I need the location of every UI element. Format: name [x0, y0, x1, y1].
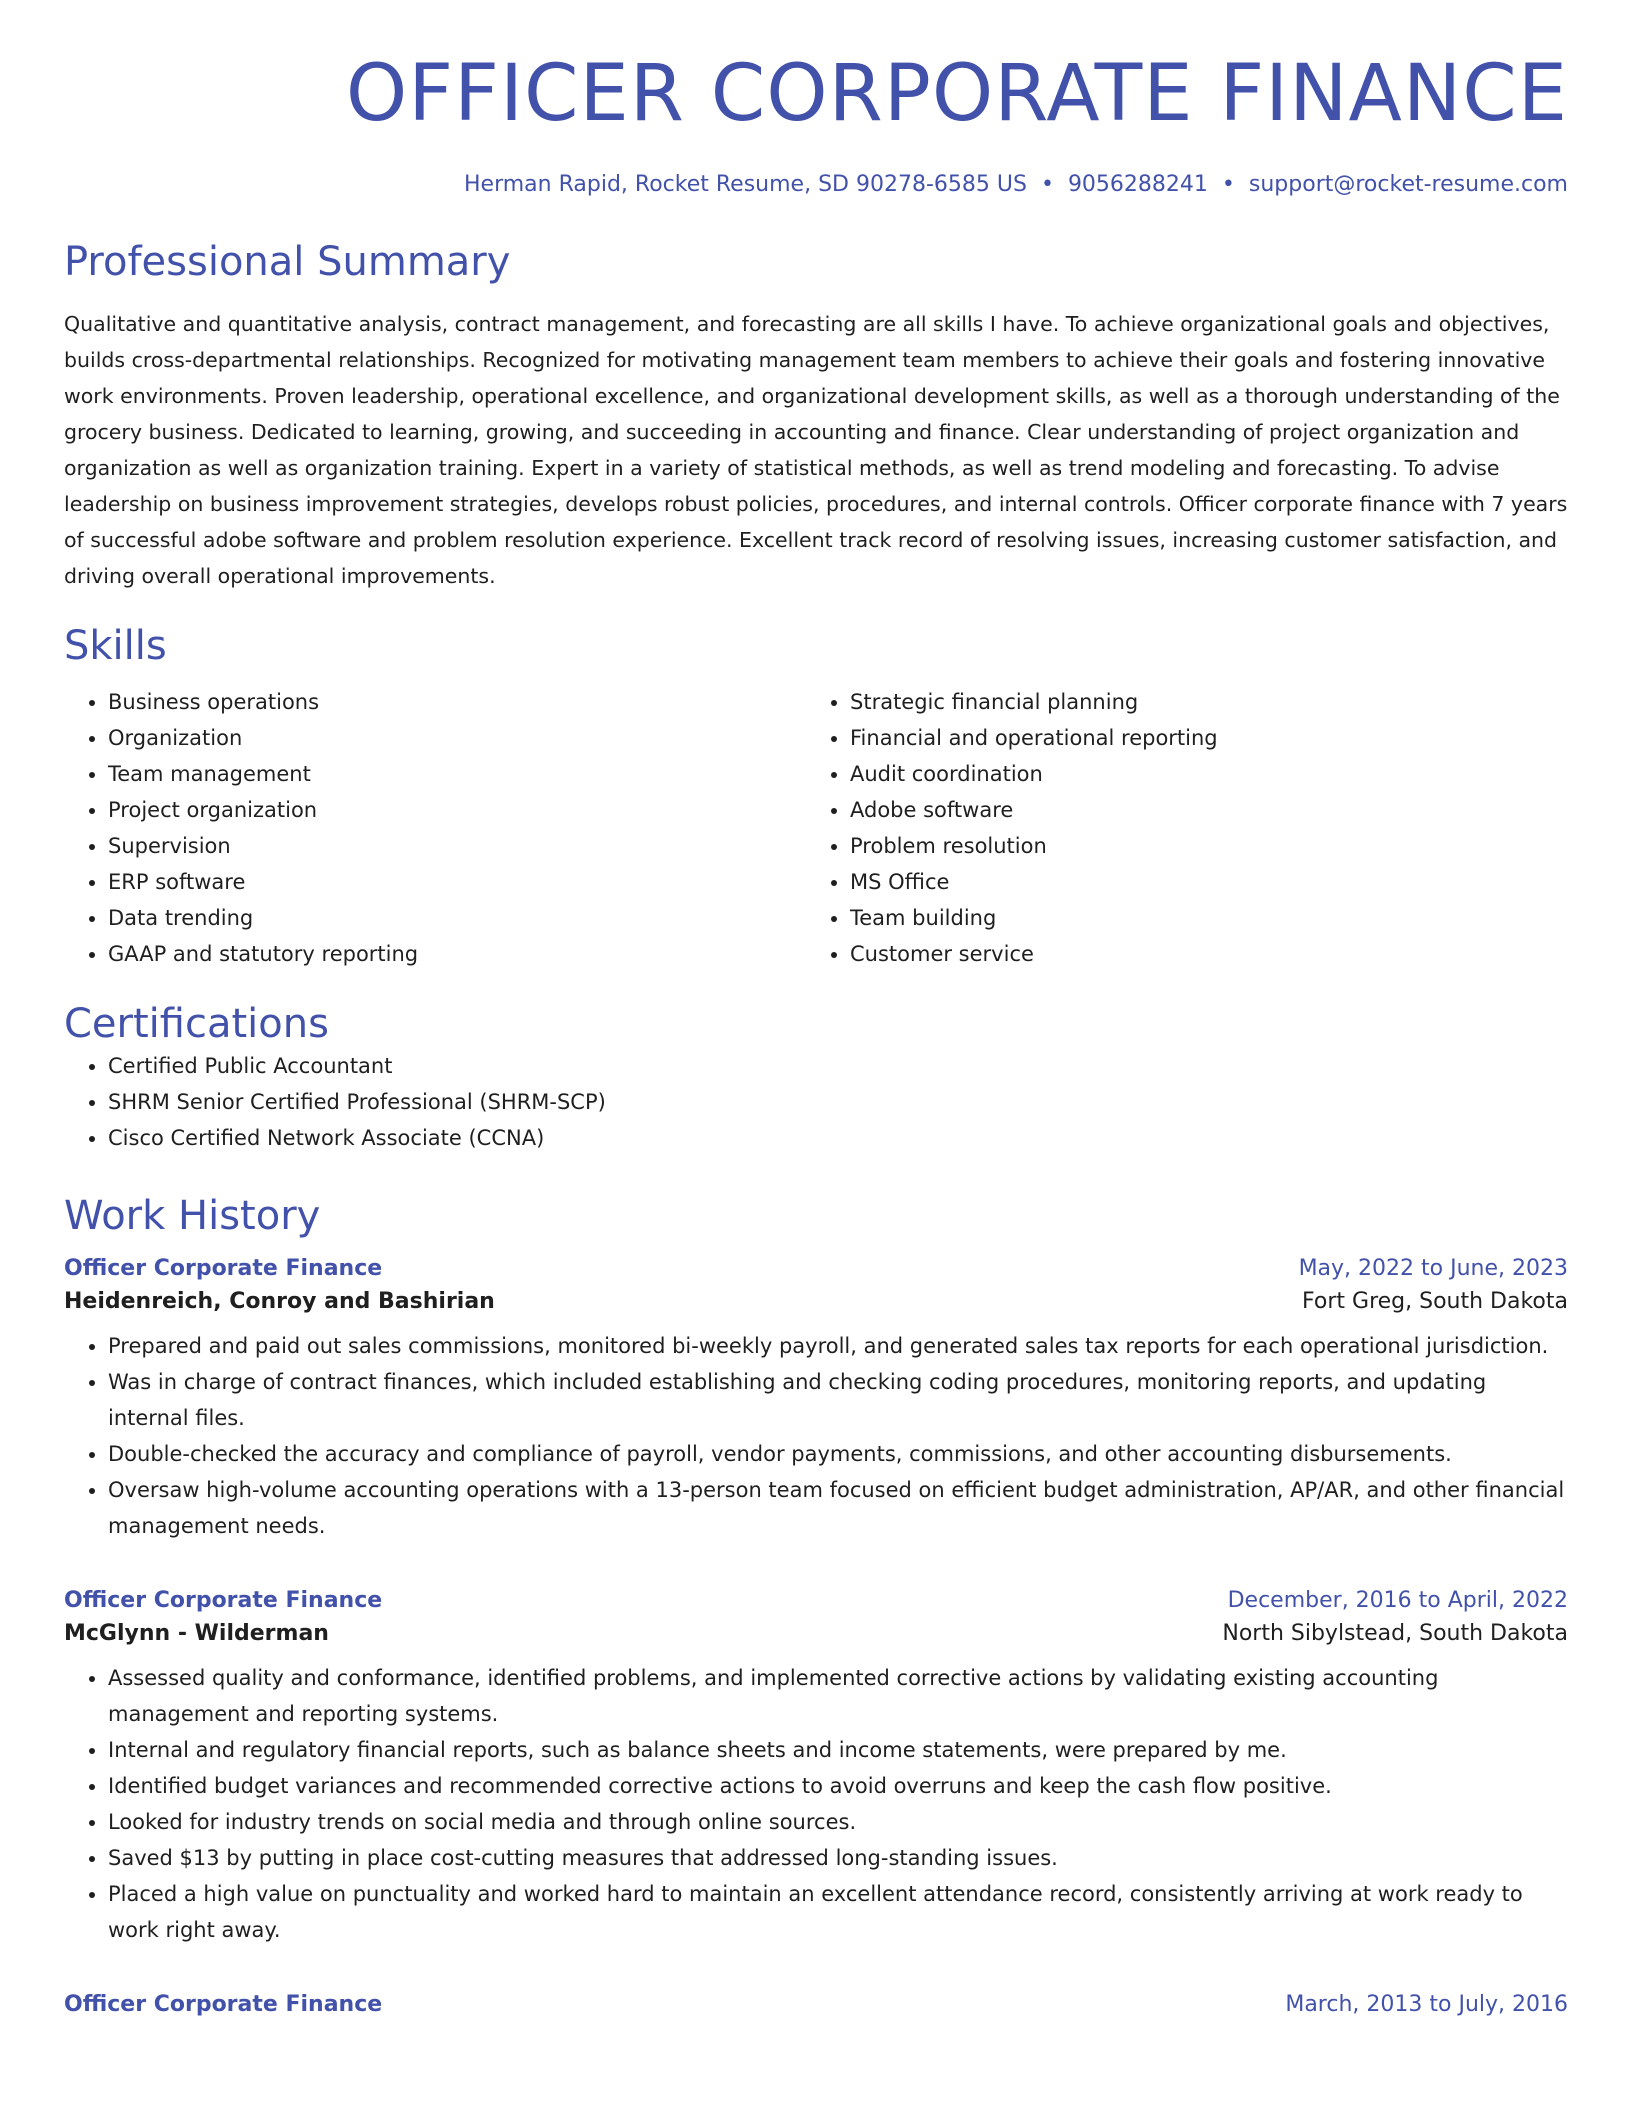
contact-separator: • [1221, 171, 1235, 197]
skill-item: • Organization [108, 720, 806, 756]
job-bullet: • Was in charge of contract finances, which included establishing and checking coding procedures, monitoring reports, and updating internal files. [108, 1364, 1568, 1436]
job-header [64, 1256, 1568, 1281]
job-role: Officer Corporate Finance [64, 1256, 383, 1282]
job-header [64, 1992, 1568, 2017]
certifications-list [64, 1048, 1568, 1156]
work-history-heading: Work History [64, 1193, 321, 1240]
job-bullets [64, 1328, 1568, 1544]
skills-heading: Skills [64, 623, 167, 670]
skill-item: • Problem resolution [850, 828, 1548, 864]
job-role: Officer Corporate Finance [64, 1588, 383, 1614]
job-company: Heidenreich, Conroy and Bashirian [64, 1289, 495, 1315]
job-entry [64, 1256, 1568, 1544]
job-subheader [64, 1289, 1568, 1314]
skill-item: • MS Office [850, 864, 1548, 900]
skill-item: • Supervision [108, 828, 806, 864]
resume-title: OFFICER CORPORATE FINANCE [345, 49, 1568, 139]
job-bullet: • Looked for industry trends on social media and through online sources. [108, 1804, 1568, 1840]
contact-address: Herman Rapid, Rocket Resume, SD 90278-6585 US [464, 171, 1027, 197]
job-entry [64, 1992, 1568, 2017]
contact-email[interactable]: support@rocket-resume.com [1248, 171, 1568, 197]
skill-item: • Data trending [108, 900, 806, 936]
skill-item: • Strategic financial planning [850, 684, 1548, 720]
job-bullet: • Saved $13 by putting in place cost-cutting measures that addressed long-standing issues. [108, 1840, 1568, 1876]
skill-item: • Customer service [850, 936, 1548, 972]
contact-phone: 9056288241 [1067, 171, 1208, 197]
skills-columns [64, 684, 1568, 972]
job-header [64, 1588, 1568, 1613]
summary-text: Qualitative and quantitative analysis, contract management, and forecasting are all skills I have. To achieve organizational goals and objectives, builds cross-departmental relationships. Recognized for motivating management team members to achieve their goals and fostering innovative work environments. Proven leadership, operational excellence, and organizational development skills, as well as a thorough understanding of the grocery business. Dedicated to learning, growing, and succeeding in accounting and finance. Clear understanding of project organization and organization as well as organization training. Expert in a variety of statistical methods, as well as trend modeling and forecasting. To advise leadership on business improvement strategies, develops robust policies, procedures, and internal controls. Officer corporate finance with 7 years of successful adobe software and problem resolution experience. Excellent track record of resolving issues, increasing customer satisfaction, and driving overall operational improvements. [64, 312, 1568, 589]
skill-item: • Team building [850, 900, 1548, 936]
job-dates: May, 2022 to June, 2023 [1298, 1256, 1568, 1282]
job-bullet: • Placed a high value on punctuality and worked hard to maintain an excellent attendance record, consistently arriving at work ready to work right away. [108, 1876, 1568, 1948]
job-dates: December, 2016 to April, 2022 [1227, 1588, 1568, 1614]
job-bullet: • Prepared and paid out sales commissions, monitored bi-weekly payroll, and generated sales tax reports for each operational jurisdiction. [108, 1328, 1568, 1364]
job-bullet: • Double-checked the accuracy and compliance of payroll, vendor payments, commissions, and other accounting disbursements. [108, 1436, 1568, 1472]
contact-separator: • [1040, 171, 1054, 197]
job-bullet: • Internal and regulatory financial reports, such as balance sheets and income statements, were prepared by me. [108, 1732, 1568, 1768]
summary-heading: Professional Summary [64, 239, 511, 286]
resume-page [64, 0, 1568, 2017]
skill-item: • Audit coordination [850, 756, 1548, 792]
certification-item: • Cisco Certified Network Associate (CCNA) [108, 1120, 1568, 1156]
certification-item: • Certified Public Accountant [108, 1048, 1568, 1084]
job-entry [64, 1588, 1568, 1948]
job-bullet: • Oversaw high-volume accounting operations with a 13-person team focused on efficient budget administration, AP/AR, and other financial management needs. [108, 1472, 1568, 1544]
skill-item: • Project organization [108, 792, 806, 828]
job-location: Fort Greg, South Dakota [1302, 1289, 1568, 1315]
certification-item: • SHRM Senior Certified Professional (SHRM-SCP) [108, 1084, 1568, 1120]
job-company: McGlynn - Wilderman [64, 1621, 329, 1647]
skill-item: • GAAP and statutory reporting [108, 936, 806, 972]
skill-item: • Team management [108, 756, 806, 792]
skill-item: • Adobe software [850, 792, 1548, 828]
skill-item: • Business operations [108, 684, 806, 720]
contact-line [64, 172, 1568, 198]
skill-item: • ERP software [108, 864, 806, 900]
skill-item: • Financial and operational reporting [850, 720, 1548, 756]
job-role: Officer Corporate Finance [64, 1992, 383, 2018]
job-bullet: • Assessed quality and conformance, identified problems, and implemented corrective actions by validating existing accounting management and reporting systems. [108, 1660, 1568, 1732]
skills-list-right [806, 684, 1548, 972]
job-location: North Sibylstead, South Dakota [1222, 1621, 1568, 1647]
job-bullets [64, 1660, 1568, 1948]
job-bullet: • Identified budget variances and recommended corrective actions to avoid overruns and keep the cash flow positive. [108, 1768, 1568, 1804]
job-subheader [64, 1621, 1568, 1646]
job-dates: March, 2013 to July, 2016 [1285, 1992, 1568, 2018]
skills-list-left [64, 684, 806, 972]
certifications-heading: Certifications [64, 1001, 329, 1048]
